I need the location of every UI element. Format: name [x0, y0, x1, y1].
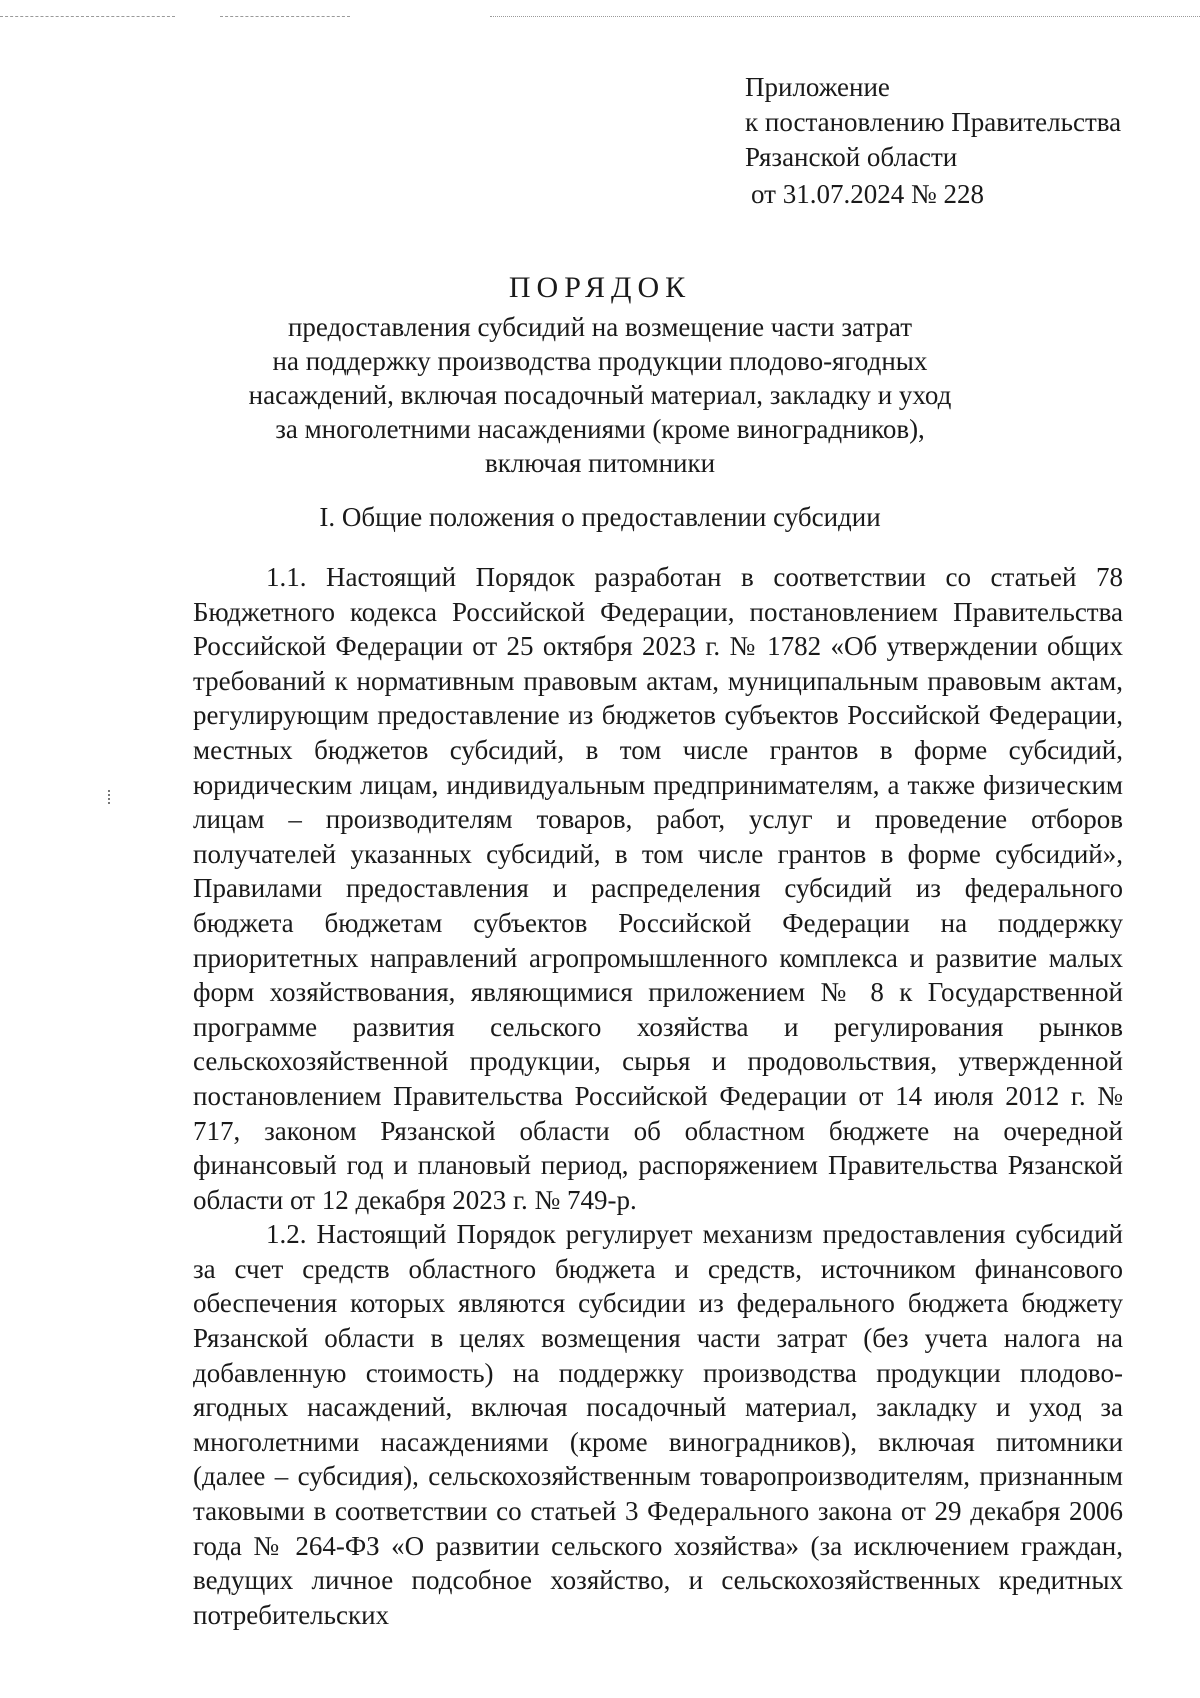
approval-line: Рязанской области: [745, 142, 958, 172]
document-title-block: [100, 268, 1100, 480]
document-subtitle: предоставления субсидий на возмещение части затрат на поддержку производства продукции плодово-ягодных насаждений, включая посадочный материал, закладку и уход за многолетними насаждениями (кроме виноградников), включая питомники: [248, 312, 952, 478]
scan-edge-mark: [0, 16, 175, 17]
approval-stamp-block: [745, 70, 1165, 212]
scan-edge-mark: [220, 16, 350, 17]
paragraph-1-1: 1.1. Настоящий Порядок разработан в соответствии со статьей 78 Бюджетного кодекса Российской Федерации, постановлением Правительства Российской Федерации от 25 октября 2023 г. № 1782 «Об утверждении общих требований к нормативным правовым актам, муниципальным правовым актам, регулирующим предоставление из бюджетов субъектов Российской Федерации, местных бюджетов субсидий, в том числе грантов в форме субсидий, юридическим лицам, индивидуальным предпринимателям, а также физическим лицам – производителям товаров, работ, услуг и проведение отборов получателей указанных субсидий, в том числе грантов в форме субсидий», Правилами предоставления и распределения субсидий из федерального бюджета бюджетам субъектов Российской Федерации на поддержку приоритетных направлений агропромышленного комплекса и развитие малых форм хозяйствования, являющимися приложением № 8 к Государственной программе развития сельского хозяйства и регулирования рынков сельскохозяйственной продукции, сырья и продовольствия, утвержденной постановлением Правительства Российской Федерации от 14 июля 2012 г. № 717, законом Рязанской области об областном бюджете на очередной финансовый год и плановый период, распоряжением Правительства Рязанской области от 12 декабря 2023 г. № 749-р.: [193, 562, 1123, 1215]
approval-line: Приложение: [745, 72, 890, 102]
paragraph-1-2: 1.2. Настоящий Порядок регулирует механизм предоставления субсидий за счет средств областного бюджета и средств, источником финансового обеспечения которых являются субсидии из федерального бюджета бюджету Рязанской области в целях возмещения части затрат (без учета налога на добавленную стоимость) на поддержку производства продукции плодово-ягодных насаждений, включая посадочный материал, закладку и уход за многолетними насаждениями (кроме виноградников), включая питомники (далее – субсидия), сельскохозяйственным товаропроизводителям, признанным таковыми в соответствии со статьей 3 Федерального закона от 29 декабря 2006 года № 264-ФЗ «О развитии сельского хозяйства» (за исключением граждан, ведущих личное подсобное хозяйство, и сельскохозяйственных кредитных потребительских: [193, 1219, 1123, 1630]
approval-line: к постановлению Правительства: [745, 107, 1122, 137]
scan-artifact: [108, 790, 116, 804]
document-title: ПОРЯДОК: [508, 271, 692, 304]
scan-edge-mark: [490, 16, 1200, 17]
approval-date: от 31.07.2024 № 228: [751, 179, 984, 209]
section-heading: I. Общие положения о предоставлении субсидии: [319, 502, 881, 532]
document-body: [193, 560, 1123, 1632]
